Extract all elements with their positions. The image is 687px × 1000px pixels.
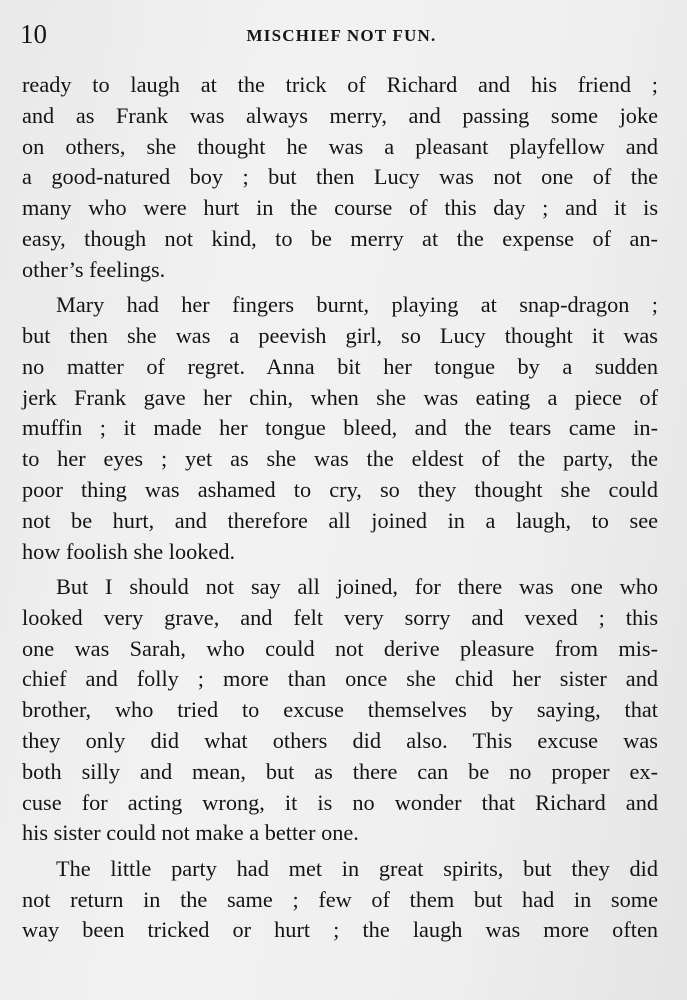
text-line: how foolish she looked. — [22, 538, 236, 564]
text-line: other’s feelings. — [22, 256, 166, 282]
text-line: one was Sarah, who could not derive pleasure from mis- — [22, 635, 658, 661]
text-line: cuse for acting wrong, it is no wonder that Richard and — [22, 789, 658, 815]
text-line: The little party had met in great spirits, but they did — [56, 855, 658, 881]
text-line: and as Frank was always merry, and passing some joke — [22, 102, 658, 128]
paragraph — [22, 572, 658, 849]
text-line: jerk Frank gave her chin, when she was eating a piece of — [22, 384, 658, 410]
text-line: no matter of regret. Anna bit her tongue by a sudden — [22, 353, 658, 379]
text-line: Mary had her fingers burnt, playing at snap-dragon ; — [56, 292, 658, 318]
text-line: looked very grave, and felt very sorry and vexed ; this — [22, 604, 658, 630]
text-line: his sister could not make a better one. — [22, 820, 359, 846]
text-line: a good-natured boy ; but then Lucy was not one of the — [22, 164, 658, 190]
text-line: not be hurt, and therefore all joined in a laugh, to see — [22, 507, 658, 533]
running-head: MISCHIEF NOT FUN. — [246, 26, 437, 45]
body-text — [22, 70, 658, 951]
text-line: on others, she thought he was a pleasant playfellow and — [22, 133, 658, 159]
text-line: way been tricked or hurt ; the laugh was more often — [22, 917, 658, 943]
text-line: poor thing was ashamed to cry, so they thought she could — [22, 476, 658, 502]
page-header — [20, 18, 663, 52]
text-line: to her eyes ; yet as she was the eldest of the party, the — [22, 446, 658, 472]
paragraph — [22, 854, 658, 946]
text-line: muffin ; it made her tongue bleed, and the tears came in- — [22, 415, 658, 441]
text-line: ready to laugh at the trick of Richard and his friend ; — [22, 72, 658, 97]
text-line: not return in the same ; few of them but had in some — [22, 886, 658, 912]
text-line: But I should not say all joined, for there was one who — [56, 573, 658, 599]
text-line: brother, who tried to excuse themselves by saying, that — [22, 697, 658, 723]
text-line: both silly and mean, but as there can be no proper ex- — [22, 758, 658, 784]
text-line: many who were hurt in the course of this day ; and it is — [22, 195, 658, 221]
text-line: they only did what others did also. This excuse was — [22, 727, 658, 753]
page-number: 10 — [20, 19, 47, 49]
text-line: but then she was a peevish girl, so Lucy thought it was — [22, 322, 658, 348]
paragraph — [22, 70, 658, 286]
text-line: easy, though not kind, to be merry at the expense of an- — [22, 225, 658, 251]
text-line: chief and folly ; more than once she chid her sister and — [22, 666, 658, 692]
paragraph — [22, 290, 658, 567]
